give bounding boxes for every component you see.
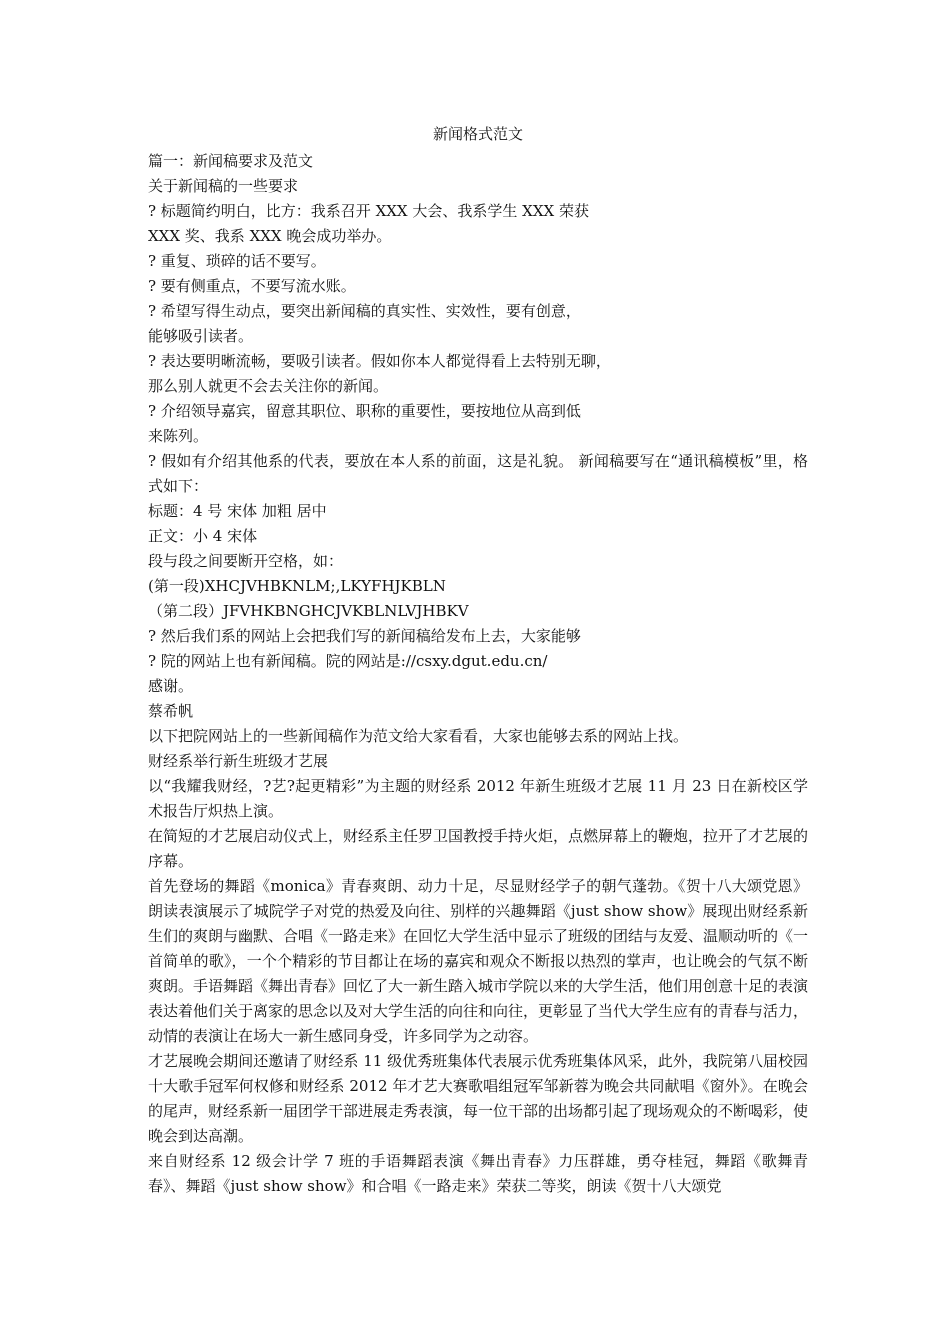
- paragraph: ? 标题简约明白，比方：我系召开 XXX 大会、我系学生 XXX 荣获: [148, 202, 589, 220]
- article-paragraph: 才艺展晚会期间还邀请了财经系 11 级优秀班集体代表展示优秀班集体风采，此外，我院第八届校园十大歌手冠军何权修和财经系 2012 年才艺大赛歌唱组冠军邹新蓉为晚会共同献唱《窗外》。在晚会的尾声，财经系新一届团学干部进展走秀表演，每一位干部的出场都引起了现场观众的不断喝彩，使晚会到达高潮。: [148, 1052, 809, 1145]
- paragraph: 以下把院网站上的一些新闻稿作为范文给大家看看，大家也能够去系的网站上找。: [148, 727, 689, 745]
- paragraph: XXX 奖、我系 XXX 晚会成功举办。: [148, 227, 392, 245]
- paragraph: 正文：小 4 宋体: [148, 527, 258, 545]
- paragraph: 感谢。: [148, 677, 194, 695]
- paragraph: ? 然后我们系的网站上会把我们写的新闻稿给发布上去，大家能够: [148, 627, 581, 645]
- paragraph: 来陈列。: [148, 427, 209, 445]
- article-paragraph: 以“我耀我财经，?艺?起更精彩”为主题的财经系 2012 年新生班级才艺展 11 月 23 日在新校区学术报告厅炽热上演。: [148, 777, 808, 820]
- paragraph: ? 重复、琐碎的话不要写。: [148, 252, 326, 270]
- author-name: 蔡希帆: [148, 702, 194, 720]
- paragraph: ? 假如有介绍其他系的代表，要放在本人系的前面，这是礼貌。 新闻稿要写在“通讯稿模板”里，格式如下：: [148, 452, 808, 495]
- paragraph: ? 要有侧重点，不要写流水账。: [148, 277, 356, 295]
- paragraph: 标题：4 号 宋体 加粗 居中: [148, 502, 327, 520]
- paragraph: 那么别人就更不会去关注你的新闻。: [148, 377, 389, 395]
- article-paragraph: 来自财经系 12 级会计学 7 班的手语舞蹈表演《舞出青春》力压群雄，勇夺桂冠，舞蹈《歌舞青春》、舞蹈《just show show》和合唱《一路走来》荣获二等奖，朗读《贺十八大颂党: [148, 1152, 808, 1195]
- document-title: 新闻格式范文: [432, 125, 523, 143]
- paragraph: 关于新闻稿的一些要求: [148, 177, 299, 195]
- article-paragraph: 首先登场的舞蹈《monica》青春爽朗、动力十足，尽显财经学子的朝气蓬勃。《贺十八大颂党恩》朗读表演展示了城院学子对党的热爱及向往、别样的兴趣舞蹈《just show show》展现出财经系新生们的爽朗与幽默、合唱《一路走来》在回忆大学生活中显示了班级的团结与友爱、温顺动听的《一首简单的歌》，一个个精彩的节目都让在场的嘉宾和观众不断报以热烈的掌声，也让晚会的气氛不断爽朗。手语舞蹈《舞出青春》回忆了大一新生踏入城市学院以来的大学生活，他们用创意十足的表演表达着他们关于离家的思念以及对大学生活的向往和向往，更彰显了当代大学生应有的青春与活力，动情的表演让在场大一新生感同身受，许多同学为之动容。: [148, 877, 809, 1045]
- paragraph: ? 院的网站上也有新闻稿。院的网站是://csxy.dgut.edu.cn/: [148, 652, 548, 670]
- paragraph: ? 表达要明晰流畅，要吸引读者。假如你本人都觉得看上去特别无聊，: [148, 352, 611, 370]
- paragraph: 能够吸引读者。: [148, 327, 254, 345]
- paragraph: 段与段之间要断开空格，如：: [148, 552, 344, 570]
- document-page: [148, 122, 808, 1199]
- article-paragraph: 在简短的才艺展启动仪式上，财经系主任罗卫国教授手持火炬，点燃屏幕上的鞭炮，拉开了才艺展的序幕。: [148, 827, 809, 870]
- article-heading: 财经系举行新生班级才艺展: [148, 752, 329, 770]
- paragraph: (第一段)XHCJVHBKNLM;,LKYFHJKBLN: [148, 577, 446, 595]
- section-heading: 篇一：新闻稿要求及范文: [148, 152, 314, 170]
- paragraph: ? 介绍领导嘉宾，留意其职位、职称的重要性，要按地位从高到低: [148, 402, 581, 420]
- paragraph: （第二段）JFVHKBNGHCJVKBLNLVJHBKV: [148, 602, 469, 620]
- paragraph: ? 希望写得生动点，要突出新闻稿的真实性、实效性，要有创意，: [148, 302, 581, 320]
